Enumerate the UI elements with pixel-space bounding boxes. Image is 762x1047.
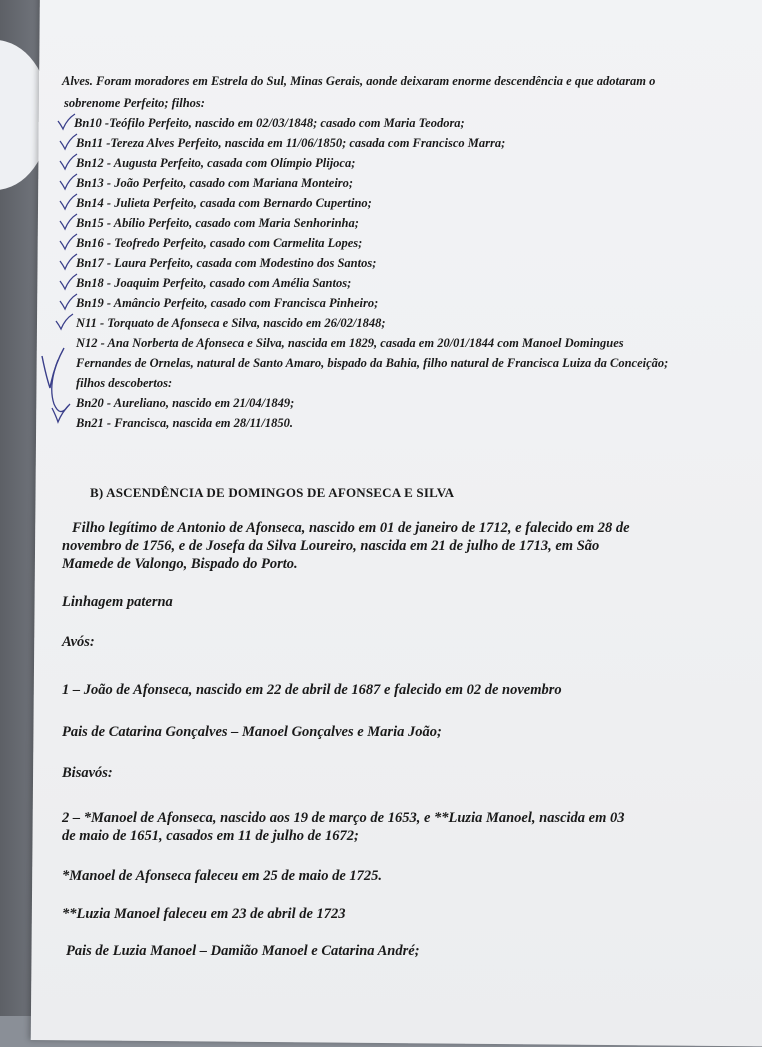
paragraph-line: 1 – João de Afonseca, nascido em 22 de abril de 1687 e falecido em 02 de novembro bbox=[62, 682, 562, 698]
check-mark-icon bbox=[58, 233, 78, 251]
check-mark-icon bbox=[54, 313, 74, 331]
note-line: *Manoel de Afonseca faleceu em 25 de maio de 1725. bbox=[62, 868, 383, 884]
check-mark-bracket-icon bbox=[34, 346, 74, 426]
list-item: N11 - Torquato de Afonseca e Silva, nascido em 26/02/1848; bbox=[76, 316, 386, 330]
check-mark-icon bbox=[58, 213, 78, 231]
section-heading: B) ASCENDÊNCIA DE DOMINGOS DE AFONSECA E SILVA bbox=[90, 485, 455, 500]
check-mark-icon bbox=[58, 273, 78, 291]
list-item: Bn11 -Tereza Alves Perfeito, nascida em 11/06/1850; casada com Francisco Marra; bbox=[76, 136, 506, 150]
list-item: Bn14 - Julieta Perfeito, casada com Bernardo Cupertino; bbox=[76, 196, 372, 210]
list-item: N12 - Ana Norberta de Afonseca e Silva, nascida em 1829, casada em 20/01/1844 com Manoel Domingues bbox=[76, 336, 624, 350]
list-item: Bn12 - Augusta Perfeito, casada com Olímpio Plijoca; bbox=[76, 156, 356, 170]
list-item: Bn20 - Aureliano, nascido em 21/04/1849; bbox=[76, 396, 295, 410]
check-mark-icon bbox=[56, 113, 76, 131]
text-line: sobrenome Perfeito; filhos: bbox=[64, 96, 205, 110]
list-item: Bn10 -Teófilo Perfeito, nascido em 02/03/1848; casado com Maria Teodora; bbox=[74, 116, 465, 130]
paragraph-line: Filho legítimo de Antonio de Afonseca, nascido em 01 de janeiro de 1712, e falecido em 28 de bbox=[72, 520, 630, 536]
label-avos: Avós: bbox=[62, 634, 95, 650]
note-line: **Luzia Manoel faleceu em 23 de abril de 1723 bbox=[62, 906, 346, 922]
paragraph-line: Mamede de Valongo, Bispado do Porto. bbox=[62, 556, 298, 572]
subsection-title: Linhagem paterna bbox=[62, 594, 173, 610]
list-item: Bn17 - Laura Perfeito, casada com Modestino dos Santos; bbox=[76, 256, 377, 270]
text-line: Fernandes de Ornelas, natural de Santo Amaro, bispado da Bahia, filho natural de Francisca Luiza da Conceição; bbox=[76, 356, 669, 370]
list-item: Bn13 - João Perfeito, casado com Mariana Monteiro; bbox=[76, 176, 354, 190]
paragraph-line: novembro de 1756, e de Josefa da Silva Loureiro, nascida em 21 de julho de 1713, em São bbox=[62, 538, 600, 554]
list-item: Bn18 - Joaquim Perfeito, casado com Amélia Santos; bbox=[76, 276, 352, 290]
list-item: Bn19 - Amâncio Perfeito, casado com Francisca Pinheiro; bbox=[76, 296, 379, 310]
paragraph-line: Pais de Luzia Manoel – Damião Manoel e Catarina André; bbox=[66, 943, 420, 959]
text-line: filhos descobertos: bbox=[76, 376, 173, 390]
check-mark-icon bbox=[58, 293, 78, 311]
check-mark-icon bbox=[58, 133, 78, 151]
paragraph-line: de maio de 1651, casados em 11 de julho de 1672; bbox=[62, 828, 359, 844]
list-item: Bn16 - Teofredo Perfeito, casado com Carmelita Lopes; bbox=[76, 236, 363, 250]
text-line: Alves. Foram moradores em Estrela do Sul, Minas Gerais, aonde deixaram enorme descendência e que adotaram o bbox=[62, 74, 656, 88]
paragraph-line: 2 – *Manoel de Afonseca, nascido aos 19 de março de 1653, e **Luzia Manoel, nascida em 03 bbox=[62, 810, 625, 826]
list-item: Bn15 - Abílio Perfeito, casado com Maria Senhorinha; bbox=[76, 216, 359, 230]
check-mark-icon bbox=[58, 253, 78, 271]
list-item: Bn21 - Francisca, nascida em 28/11/1850. bbox=[76, 416, 294, 430]
label-bisavos: Bisavós: bbox=[62, 765, 113, 781]
paragraph-line: Pais de Catarina Gonçalves – Manoel Gonçalves e Maria João; bbox=[62, 724, 442, 740]
check-mark-icon bbox=[58, 153, 78, 171]
check-mark-icon bbox=[58, 173, 78, 191]
check-mark-icon bbox=[58, 193, 78, 211]
